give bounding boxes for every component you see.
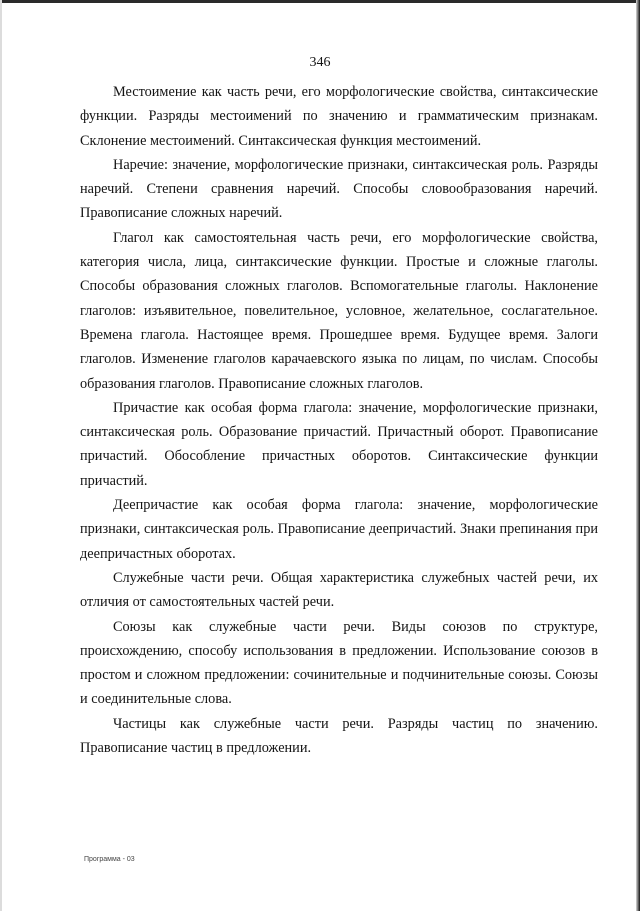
paragraph-adverb: Наречие: значение, морфологические признаки, синтаксическая роль. Разряды наречий. Степени сравнения наречий. Способы словообразования наречий. Правописание сложных наречий. xyxy=(80,156,598,222)
paragraph-function-words: Служебные части речи. Общая характеристика служебных частей речи, их отличия от самостоятельных частей речи. xyxy=(80,569,598,611)
scan-border-top xyxy=(0,0,640,3)
paragraph-verb: Глагол как самостоятельная часть речи, его морфологические свойства, категория числа, лица, синтаксические функции. Простые и сложные глаголы. Способы образования сложных глаголов. Вспомогательные глаголы. Наклонение глаголов: изъявительное, повелительное, условное, желательное, сослагательное. Времена глагола. Настоящее время. Прошедшее время. Будущее время. Залоги глаголов. Изменение глаголов карачаевского языка по лицам, по числам. Способы образования глаголов. Правописание сложных глаголов. xyxy=(80,229,598,392)
paragraph-participle: Причастие как особая форма глагола: значение, морфологические признаки, синтаксическая роль. Образование причастий. Причастный оборот. Правописание причастий. Обособление причастных оборотов. Синтаксические функции причастий. xyxy=(80,399,598,489)
paragraph-conjunctions: Союзы как служебные части речи. Виды союзов по структуре, происхождению, способу использования в предложении. Использование союзов в простом и сложном предложении: сочинительные и подчинительные союзы. Союзы и соединительные слова. xyxy=(80,618,598,708)
footer-label: Программа - 03 xyxy=(84,856,135,863)
page-number: 346 xyxy=(309,55,331,70)
scan-border-right xyxy=(636,0,640,911)
paragraph-particles: Частицы как служебные части речи. Разряды частиц по значению. Правописание частиц в предложении. xyxy=(80,715,598,757)
paragraph-pronoun: Местоимение как часть речи, его морфологические свойства, синтаксические функции. Разряды местоимений по значению и грамматическим признакам. Склонение местоимений. Синтаксическая функция местоимений. xyxy=(80,84,598,149)
scan-border-left xyxy=(0,0,2,911)
paragraph-adverbial-participle: Деепричастие как особая форма глагола: значение, морфологические признаки, синтаксическая роль. Правописание деепричастий. Знаки препинания при деепричастных оборотах. xyxy=(80,497,598,562)
document-body xyxy=(80,80,598,760)
